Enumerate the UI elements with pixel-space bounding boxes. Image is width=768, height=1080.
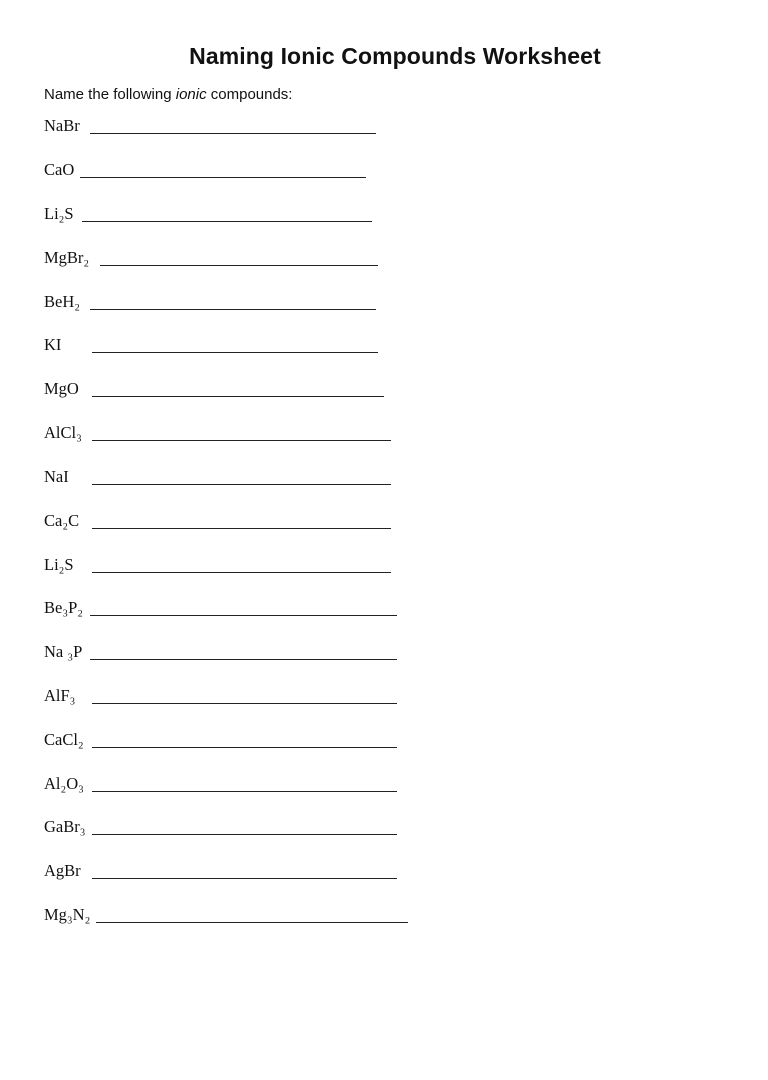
answer-line[interactable] bbox=[90, 133, 376, 134]
instructions-emphasis: ionic bbox=[175, 86, 207, 103]
compound-formula: NaI bbox=[44, 467, 69, 486]
compound-formula: KI bbox=[44, 335, 62, 354]
answer-line[interactable] bbox=[92, 572, 391, 573]
instructions bbox=[44, 86, 292, 103]
answer-line[interactable] bbox=[92, 396, 384, 397]
page-title: Naming Ionic Compounds Worksheet bbox=[189, 43, 601, 69]
compound-formula: CaCl₂ bbox=[44, 730, 84, 749]
answer-line[interactable] bbox=[92, 352, 378, 353]
compound-formula: AgBr bbox=[44, 861, 81, 880]
instructions-text: Name the following bbox=[44, 86, 176, 103]
answer-line[interactable] bbox=[100, 265, 378, 266]
compound-formula: Na ₃P bbox=[44, 642, 83, 661]
answer-line[interactable] bbox=[80, 177, 366, 178]
compound-formula: GaBr₃ bbox=[44, 817, 86, 836]
answer-line[interactable] bbox=[92, 528, 391, 529]
answer-line[interactable] bbox=[92, 484, 391, 485]
answer-line[interactable] bbox=[92, 834, 397, 835]
compound-formula: CaO bbox=[44, 160, 75, 179]
compound-formula: Mg₃N₂ bbox=[44, 905, 91, 924]
compound-formula: Li₂S bbox=[44, 204, 74, 223]
compound-formula: Be₃P₂ bbox=[44, 598, 84, 617]
answer-line[interactable] bbox=[90, 659, 397, 660]
answer-line[interactable] bbox=[96, 922, 408, 923]
answer-line[interactable] bbox=[92, 878, 397, 879]
answer-line[interactable] bbox=[92, 440, 391, 441]
answer-line[interactable] bbox=[82, 221, 372, 222]
answer-line[interactable] bbox=[92, 703, 397, 704]
compound-formula: MgO bbox=[44, 379, 79, 398]
answer-line[interactable] bbox=[92, 791, 397, 792]
instructions-text-end: compounds: bbox=[206, 86, 293, 103]
compound-formula: AlCl₃ bbox=[44, 423, 82, 442]
compound-formula: NaBr bbox=[44, 116, 80, 135]
compound-formula: Li₂S bbox=[44, 555, 74, 574]
compound-formula: Ca₂C bbox=[44, 511, 80, 530]
answer-line[interactable] bbox=[92, 747, 397, 748]
answer-line[interactable] bbox=[90, 309, 376, 310]
compound-formula: Al₂O₃ bbox=[44, 774, 84, 793]
compound-formula: MgBr₂ bbox=[44, 248, 90, 267]
answer-line[interactable] bbox=[90, 615, 397, 616]
compound-formula: BeH₂ bbox=[44, 292, 80, 311]
compound-formula: AlF₃ bbox=[44, 686, 76, 705]
